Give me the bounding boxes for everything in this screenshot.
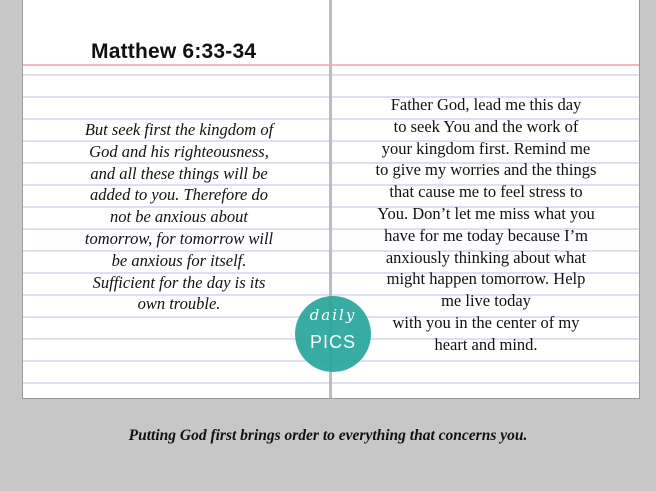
prayer-line: to seek You and the work of [393, 116, 579, 136]
prayer-line: anxiously thinking about what [385, 247, 587, 267]
prayer-line: might happen tomorrow. Help [386, 269, 586, 289]
prayer-line: heart and mind. [434, 334, 538, 354]
prayer-line: with you in the center of my [392, 312, 580, 332]
daily-pics-logo [295, 296, 371, 372]
index-card [22, 0, 640, 399]
verse-line: tomorrow, for tomorrow will [84, 228, 274, 248]
verse-line: and all these things will be [90, 163, 268, 183]
verse-line: But seek first the kingdom of [84, 120, 274, 139]
verse-reference-title: Matthew 6:33-34 [91, 40, 257, 63]
verse-line: be anxious for itself. [111, 250, 247, 270]
prayer-line: to give my worries and the things [375, 160, 597, 180]
verse-line: God and his righteousness, [89, 141, 269, 161]
prayer-line: You. Don’t let me miss what you [377, 203, 595, 223]
logo-word-pics: PICS [309, 332, 356, 352]
prayer-line: me live today [441, 291, 531, 311]
caption-text: Putting God first brings order to everything that concerns you. [128, 427, 528, 444]
logo-word-daily: daily [309, 306, 357, 324]
prayer-line: that cause me to feel stress to [389, 182, 583, 202]
verse-line: own trouble. [137, 294, 221, 314]
prayer-line: Father God, lead me this day [390, 95, 582, 114]
verse-text [33, 119, 325, 315]
verse-line: Sufficient for the day is its [92, 272, 266, 292]
prayer-text [333, 94, 639, 356]
prayer-line: your kingdom first. Remind me [381, 138, 591, 158]
verse-line: added to you. Therefore do [90, 185, 268, 205]
prayer-line: have for me today because I’m [384, 225, 588, 245]
verse-line: not be anxious about [110, 207, 248, 227]
